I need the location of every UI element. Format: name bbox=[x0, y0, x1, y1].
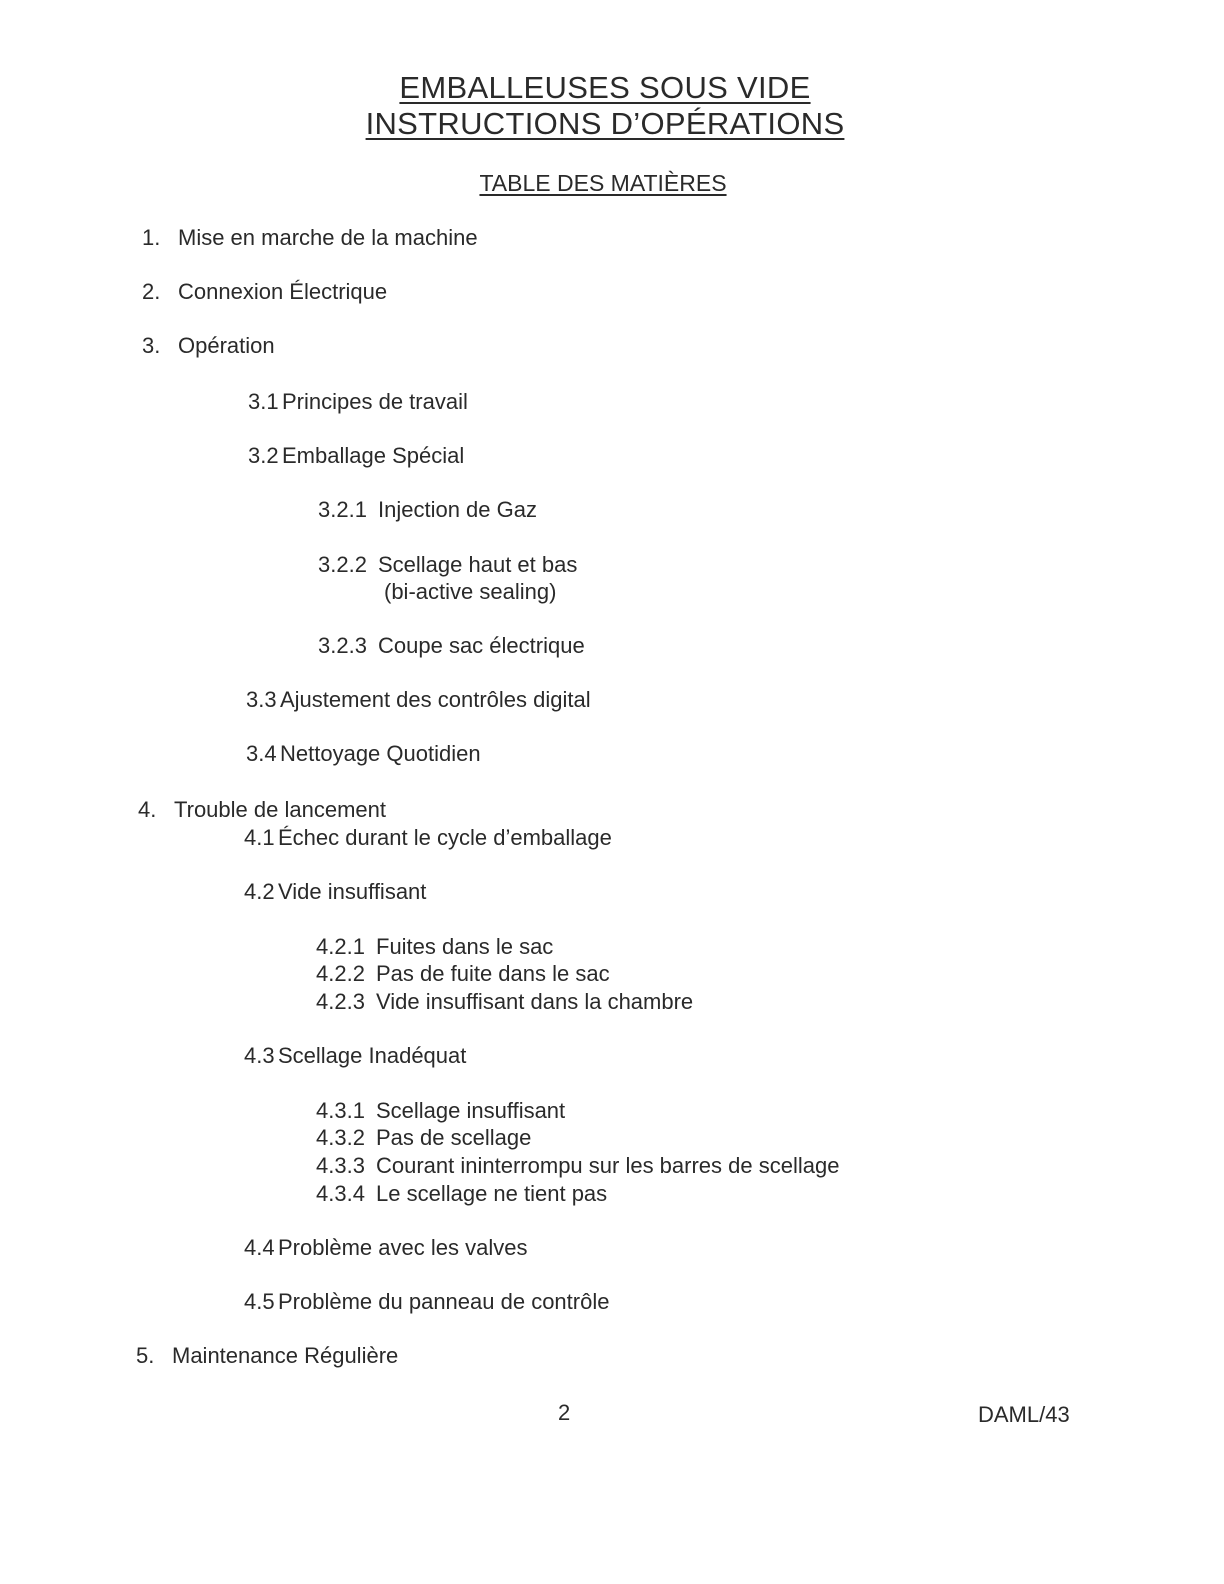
toc-entry-label: Fuites dans le sac bbox=[376, 934, 554, 959]
toc-entry-label: Mise en marche de la machine bbox=[178, 225, 478, 250]
toc-entry-label: Trouble de lancement bbox=[174, 797, 386, 822]
toc-entry-number: 3.3 bbox=[246, 687, 277, 712]
toc-entry-number: 4.2.2 bbox=[316, 961, 365, 986]
toc-entry-number: 2. bbox=[142, 279, 161, 304]
toc-entry-number: 3.2.2 bbox=[318, 552, 367, 577]
toc-heading: TABLE DES MATIÈRES bbox=[479, 170, 727, 196]
toc-entry-number: 4.2 bbox=[244, 879, 275, 904]
toc-entry-label: Pas de scellage bbox=[376, 1125, 532, 1150]
toc-entry-number: 4.3 bbox=[244, 1043, 275, 1068]
toc-entry-number: 4.2.1 bbox=[316, 934, 365, 959]
toc-entry bbox=[318, 551, 577, 579]
toc-entry-number: 4.4 bbox=[244, 1235, 275, 1260]
toc-entry bbox=[316, 1124, 531, 1152]
toc-entry bbox=[246, 740, 481, 768]
toc-entry-number: 5. bbox=[136, 1343, 155, 1368]
toc-entry bbox=[318, 496, 537, 524]
toc-entry-label: Courant ininterrompu sur les barres de scellage bbox=[376, 1153, 840, 1178]
toc-entry-label: Ajustement des contrôles digital bbox=[280, 687, 591, 712]
document-code: DAML/43 bbox=[978, 1402, 1070, 1427]
toc-entry-number: 1. bbox=[142, 225, 161, 250]
toc-entry bbox=[246, 686, 591, 714]
toc-entry-label: Connexion Électrique bbox=[178, 279, 388, 304]
toc-entry-label: Coupe sac électrique bbox=[378, 633, 585, 658]
document-title-line-2: INSTRUCTIONS D’OPÉRATIONS bbox=[365, 106, 845, 141]
toc-entry-label: Opération bbox=[178, 333, 275, 358]
toc-entry-label: Vide insuffisant dans la chambre bbox=[376, 989, 694, 1014]
toc-entry-number: 4. bbox=[138, 797, 157, 822]
toc-entry bbox=[316, 960, 610, 988]
toc-entry bbox=[244, 1042, 466, 1070]
toc-entry-number: 3.2.3 bbox=[318, 633, 367, 658]
toc-entry bbox=[316, 1097, 565, 1125]
toc-entry bbox=[316, 988, 693, 1016]
toc-entry-number: 3. bbox=[142, 333, 161, 358]
toc-entry-label: Injection de Gaz bbox=[378, 497, 537, 522]
toc-entry bbox=[244, 878, 426, 906]
toc-entry bbox=[142, 278, 387, 306]
toc-entry-label: Principes de travail bbox=[282, 389, 468, 414]
toc-entry bbox=[136, 1342, 398, 1370]
toc-entry-label: (bi-active sealing) bbox=[384, 579, 557, 604]
toc-entry-number: 3.2.1 bbox=[318, 497, 367, 522]
toc-entry bbox=[316, 1152, 839, 1180]
toc-entry bbox=[142, 224, 478, 252]
toc-entry-continuation bbox=[384, 578, 556, 606]
toc-entry bbox=[316, 933, 553, 961]
toc-entry-label: Scellage insuffisant bbox=[376, 1098, 566, 1123]
toc-entry-label: Nettoyage Quotidien bbox=[280, 741, 481, 766]
toc-entry bbox=[316, 1180, 607, 1208]
toc-entry-label: Maintenance Régulière bbox=[172, 1343, 399, 1368]
toc-entry-label: Pas de fuite dans le sac bbox=[376, 961, 610, 986]
toc-entry bbox=[318, 632, 585, 660]
toc-entry bbox=[138, 796, 386, 824]
toc-entry-number: 3.1 bbox=[248, 389, 279, 414]
toc-entry-number: 3.2 bbox=[248, 443, 279, 468]
toc-entry-label: Échec durant le cycle d’emballage bbox=[278, 825, 612, 850]
toc-entry bbox=[248, 442, 464, 470]
toc-entry bbox=[142, 332, 275, 360]
toc-entry-label: Vide insuffisant bbox=[278, 879, 427, 904]
toc-entry-number: 3.4 bbox=[246, 741, 277, 766]
toc-entry-number: 4.3.4 bbox=[316, 1181, 365, 1206]
toc-entry-label: Emballage Spécial bbox=[282, 443, 465, 468]
document-title-line-1: EMBALLEUSES SOUS VIDE bbox=[399, 70, 811, 105]
toc-entry-number: 4.3.1 bbox=[316, 1098, 365, 1123]
toc-entry-number: 4.3.3 bbox=[316, 1153, 365, 1178]
toc-entry-number: 4.5 bbox=[244, 1289, 275, 1314]
toc-entry-label: Le scellage ne tient pas bbox=[376, 1181, 608, 1206]
toc-entry bbox=[244, 1288, 609, 1316]
toc-entry-label: Scellage Inadéquat bbox=[278, 1043, 467, 1068]
toc-entry-label: Problème avec les valves bbox=[278, 1235, 528, 1260]
toc-entry bbox=[244, 824, 612, 852]
toc-entry-label: Problème du panneau de contrôle bbox=[278, 1289, 610, 1314]
toc-entry-number: 4.2.3 bbox=[316, 989, 365, 1014]
toc-entry-number: 4.3.2 bbox=[316, 1125, 365, 1150]
toc-entry bbox=[244, 1234, 527, 1262]
page-number: 2 bbox=[558, 1400, 571, 1425]
toc-entry-label: Scellage haut et bas bbox=[378, 552, 578, 577]
toc-entry bbox=[248, 388, 468, 416]
toc-entry-number: 4.1 bbox=[244, 825, 275, 850]
